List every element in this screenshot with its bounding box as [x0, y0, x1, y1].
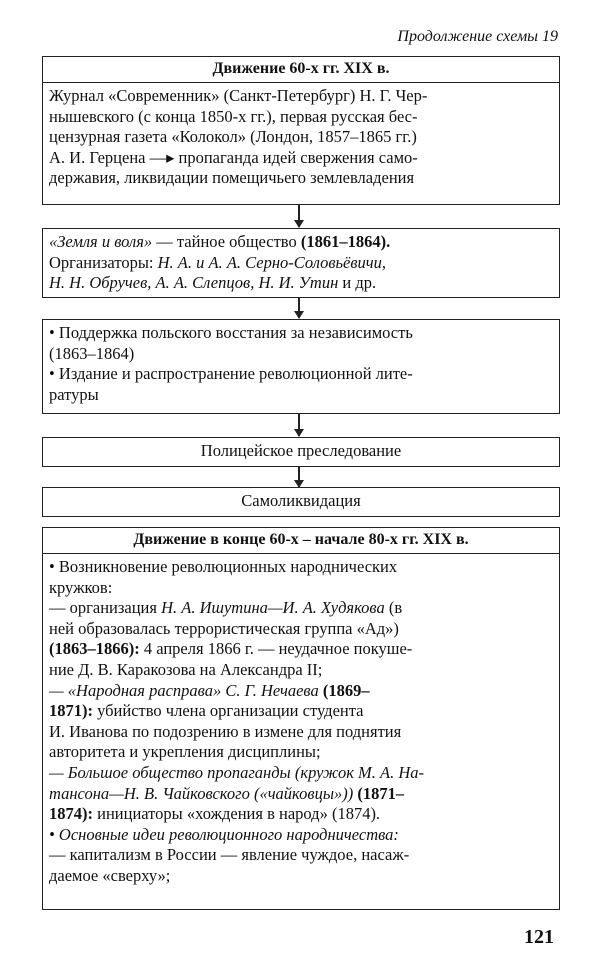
- box-body: [43, 320, 559, 409]
- text-line: цензурная газета «Колокол» (Лондон, 1857–1865 гг.): [49, 127, 417, 147]
- text-part: 4 апреля 1866 г. — неудачное покуше-: [139, 639, 413, 659]
- text-line: А. И. Герцена —▸ пропаганда идей свержения само-: [49, 147, 418, 167]
- text-line: — Большое общество пропаганды (кружок М. А. На-: [49, 762, 425, 782]
- text-line: • Возникновение революционных народнических: [49, 557, 398, 576]
- arrow-down: [298, 298, 300, 318]
- box-movement-late-60s-80s: [42, 527, 560, 910]
- society-desc: — тайное общество: [152, 232, 301, 251]
- continuation-header: Продолжение схемы 19: [397, 28, 558, 45]
- text-line: ние Д. В. Каракозова на Александра II;: [49, 659, 323, 679]
- text-part: — организация: [49, 598, 162, 618]
- org-names: Н. А. и А. А. Серно-Соловьёвичи,: [157, 252, 387, 272]
- text-line: Журнал «Современник» (Санкт-Петербург) Н. Г. Чер-: [49, 86, 428, 105]
- text-part: 1871):: [49, 701, 93, 721]
- society-years: (1861–1864).: [300, 232, 391, 251]
- text-line: • Издание и распространение революционной лите-: [49, 364, 413, 384]
- text-part: (в: [384, 598, 403, 618]
- box-title: Движение в конце 60-х – начале 80-х гг. XIX в.: [43, 528, 559, 554]
- box-police-persecution: [42, 437, 560, 467]
- box-title: Движение 60-х гг. XIX в.: [43, 57, 559, 83]
- text-line: нышевского (с конца 1850-х гг.), первая русская бес-: [49, 106, 418, 126]
- box-body: [43, 229, 559, 298]
- text-line: даемое «сверху»;: [49, 865, 171, 885]
- box-zemlya-i-volya: [42, 228, 560, 298]
- arrow-down: [298, 467, 300, 487]
- text-part: (1869–: [318, 680, 370, 700]
- page-number: 121: [524, 926, 554, 948]
- text-part: тансона—Н. В. Чайковского («чайковцы»)): [49, 783, 354, 803]
- text-line: кружков:: [49, 577, 113, 597]
- text-line: — капитализм в России — явление чуждое, насаж-: [49, 845, 410, 865]
- society-name: «Земля и воля»: [49, 232, 153, 251]
- org-names: Н. Н. Обручев, А. А. Слепцов, Н. И. Утин: [49, 273, 339, 293]
- text-part: убийство члена организации студента: [93, 701, 364, 721]
- box-text: Полицейское преследование: [200, 441, 402, 460]
- box-movement-60s: [42, 56, 560, 205]
- text-line: [49, 253, 553, 274]
- text-line: • Основные идеи революционного народничества:: [49, 824, 399, 844]
- text-line: [49, 639, 553, 660]
- org-end: и др.: [338, 273, 377, 293]
- text-line: • Поддержка польского восстания за независимость: [49, 323, 413, 342]
- text-line: державия, ликвидации помещичьего землевладения: [49, 168, 415, 188]
- text-line: [49, 598, 553, 619]
- box-self-liquidation: [42, 487, 560, 517]
- text-line: [49, 681, 553, 702]
- text-line: [49, 701, 553, 722]
- box-body: [43, 83, 559, 193]
- text-part: инициаторы «хождения в народ» (1874).: [93, 804, 381, 824]
- text-part: (1863–1866):: [49, 639, 140, 659]
- arrow-down: [298, 414, 300, 436]
- text-part: 1874):: [49, 804, 93, 824]
- box-activities: [42, 319, 560, 414]
- text-line: авторитета и укрепления дисциплины;: [49, 742, 321, 762]
- text-line: И. Иванова по подозрению в измене для поднятия: [49, 721, 402, 741]
- text-line: [49, 804, 553, 825]
- box-body: [43, 554, 559, 891]
- text-part: (1871–: [353, 783, 405, 803]
- org-label: Организаторы:: [49, 252, 158, 272]
- arrow-down: [298, 205, 300, 227]
- text-line: (1863–1864): [49, 343, 135, 363]
- text-part: — «Народная расправа» С. Г. Нечаева: [49, 680, 319, 700]
- text-line: [49, 273, 553, 294]
- text-line: [49, 784, 553, 805]
- text-line: [49, 232, 553, 253]
- text-line: ратуры: [49, 384, 99, 404]
- text-part: Н. А. Ишутина—И. А. Худякова: [161, 598, 385, 618]
- text-line: ней образовалась террористическая группа «Ад»): [49, 618, 399, 638]
- box-text: Самоликвидация: [241, 491, 361, 510]
